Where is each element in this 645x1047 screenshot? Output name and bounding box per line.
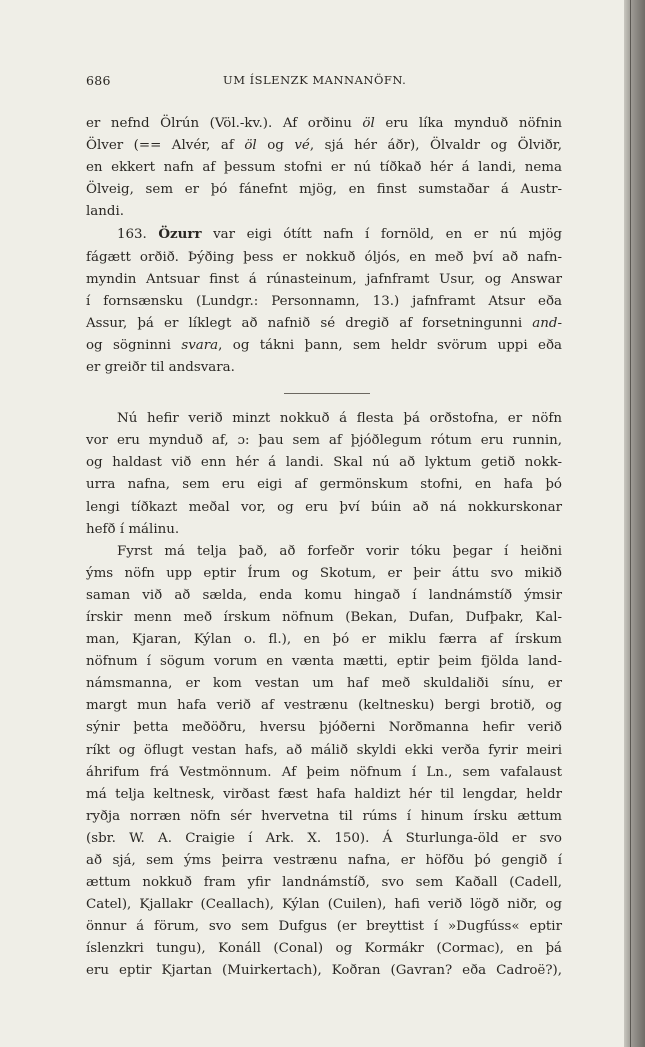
- text-line: urra nafna, sem eru eigi af germönskum stofni, en hafa þó: [86, 477, 562, 493]
- text-line: írskir menn með írskum nöfnum (Bekan, Dufan, Dufþakr, Kal-: [86, 609, 562, 625]
- paragraph-foreign-names: [86, 408, 562, 541]
- text-line: 163. Özurr var eigi ótítt nafn í fornöld, en er nú mjög: [117, 226, 562, 243]
- paragraph-irish-names: [86, 541, 562, 983]
- text-line: Fyrst má telja það, að forfeðr vorir tóku þegar í heiðni: [117, 543, 562, 559]
- text-line: vor eru mynduð af, ɔ: þau sem af þjóðlegum rótum eru runnin,: [86, 433, 562, 449]
- text-line: íslenzkri tungu), Konáll (Conal) og Kormákr (Cormac), en þá: [86, 941, 562, 957]
- text-line: Nú hefir verið minzt nokkuð á flesta þá orðstofna, er nöfn: [117, 411, 562, 427]
- text-line: önnur á förum, svo sem Dufgus (er breyttist í »Dugfúss« eptir: [86, 919, 562, 935]
- text-line: nöfnum í sögum vorum en vænta mætti, eptir þeim fjölda land-: [86, 654, 562, 670]
- text-line: sýnir þetta meðöðru, hversu þjóðerni Norðmanna hefir verið: [86, 720, 562, 736]
- text-line: Ölver (== Alvér, af öl og vé, sjá hér áðr), Ölvaldr og Ölviðr,: [86, 138, 562, 154]
- paragraph-ozurr: [86, 223, 562, 379]
- text-line: Catel), Kjallakr (Ceallach), Kýlan (Cuilen), hafi verið lögð niðr, og: [86, 897, 562, 913]
- text-line: er nefnd Ölrún (Völ.-kv.). Af orðinu öl eru líka mynduð nöfnin: [86, 116, 562, 131]
- text-line: að sjá, sem ýms þeirra vestrænu nafna, er höfðu þó gengið í: [86, 853, 562, 868]
- text-line: ryðja norræn nöfn sér hvervetna til rúms í hinum írsku ættum: [86, 808, 562, 824]
- text-line: ættum nokkuð fram yfir landnámstíð, svo sem Kaðall (Cadell,: [86, 875, 562, 891]
- text-line: (sbr. W. A. Craigie í Ark. X. 150). Á Sturlunga-öld er svo: [86, 830, 562, 846]
- text-line: landi.: [86, 204, 125, 220]
- text-line: má telja keltnesk, virðast fæst hafa haldizt hér til lengdar, heldr: [86, 786, 562, 802]
- headword: Özurr: [158, 226, 202, 243]
- text-line: myndin Antsuar finst á rúnasteinum, jafnframt Usur, og Answar: [86, 271, 562, 287]
- text-line: fágætt orðið. Þýðing þess er nokkuð óljós, en með því að nafn-: [86, 249, 562, 265]
- page-edge-line: [630, 0, 631, 1047]
- text-line: í fornsænsku (Lundgr.: Personnamn, 13.) jafnframt Atsur eða: [86, 293, 562, 309]
- text-line: áhrifum frá Vestmönnum. Af þeim nöfnum í Ln., sem vafalaust: [86, 764, 562, 780]
- page-number: 686: [86, 73, 111, 88]
- running-title: UM ÍSLENZK MANNANÖFN.: [223, 73, 407, 87]
- text-line: Ölveig, sem er þó fánefnt mjög, en finst sumstaðar á Austr-: [86, 182, 562, 198]
- text-line: námsmanna, er kom vestan um haf með skuldaliði sínu, er: [86, 676, 562, 692]
- text-line: man, Kjaran, Kýlan o. fl.), en þó er miklu færra af írskum: [86, 632, 562, 648]
- text-line: lengi tíðkazt meðal vor, og eru því búin að ná nokkurskonar: [86, 499, 562, 515]
- text-line: hefð í málinu.: [86, 521, 180, 537]
- section-divider: [86, 379, 562, 408]
- text-line: Assur, þá er líklegt að nafnið sé dregið af forsetningunni and-: [86, 315, 562, 331]
- text-line: og sögninni svara, og tákni þann, sem heldr svörum uppi eða: [86, 337, 562, 353]
- text-line: margt mun hafa verið af vestrænu (keltnesku) bergi brotið, og: [86, 698, 562, 714]
- body-text: [86, 113, 562, 983]
- text-line: og haldast við enn hér á landi. Skal nú að lyktum getið nokk-: [86, 455, 562, 471]
- divider-rule: [284, 393, 370, 394]
- text-line: ýms nöfn upp eptir Írum og Skotum, er þeir áttu svo mikið: [86, 565, 562, 581]
- page-edge-shadow: [624, 0, 645, 1047]
- paragraph-olrun: [86, 113, 562, 223]
- text-line: saman við að sælda, enda komu hingað í landnámstíð ýmsir: [86, 587, 562, 603]
- text-line: en ekkert nafn af þessum stofni er nú tíðkað hér á landi, nema: [86, 160, 562, 176]
- text-line: ríkt og öflugt vestan hafs, að málið skyldi ekki verða fyrir meiri: [86, 742, 562, 758]
- text-line: eru eptir Kjartan (Muirkertach), Koðran (Gavran? eða Cadroë?),: [86, 963, 562, 979]
- text-line: er greiðr til andsvara.: [86, 360, 235, 376]
- page-header: [86, 73, 562, 93]
